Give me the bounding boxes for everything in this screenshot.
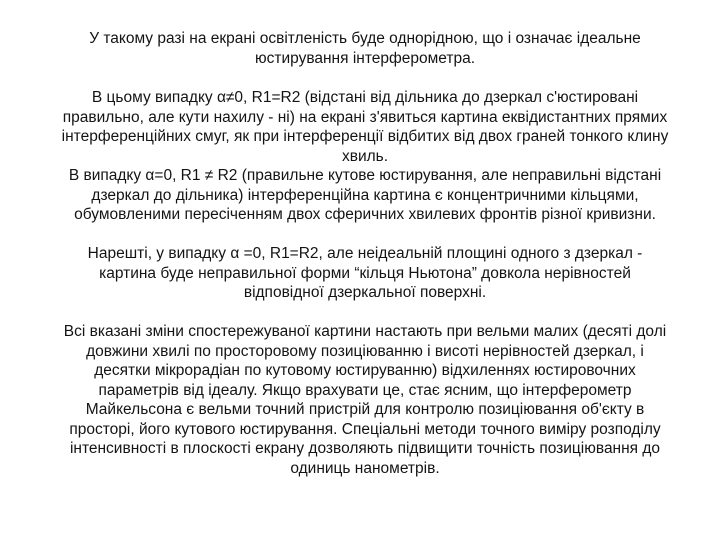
- text-line: довжини хвилі по просторовому позиціюванню і висоті нерівностей дзеркал, і: [86, 342, 644, 360]
- text-line: юстирування інтерферометра.: [254, 49, 476, 67]
- paragraph-interference-cases: [0, 88, 720, 225]
- text-line: десятки мікрорадіан по кутовому юстируванню) відхиленнях юстировочних: [94, 362, 636, 379]
- text-line: відповідної дзеркальної поверхні.: [243, 284, 487, 301]
- text-line: Нарешті, у випадку α =0, R1=R2, але неідеальній площині одного з дзеркал -: [87, 245, 643, 262]
- text-line: інтерференційних смуг, як при інтерференції відбитих від двох граней тонкого клину: [61, 128, 669, 145]
- text-line: В цьому випадку α≠0, R1=R2 (відстані від дільника до дзеркал с'юстировані: [91, 89, 639, 106]
- text-line: картина буде неправильної форми “кільця Ньютона” довкола нерівностей: [99, 264, 631, 282]
- text-line: просторі, його кутового юстирування. Спеціальні методи точного виміру розподілу: [69, 420, 661, 438]
- text-line: Майкельсона є вельми точний пристрій для контролю позиціювання об'єкту в: [85, 401, 645, 418]
- text-line: одиниць нанометрів.: [290, 459, 440, 477]
- text-line: дзеркал до дільника) інтерференційна картина є концентричними кільцями,: [91, 186, 639, 204]
- text-line: В випадку α=0, R1 ≠ R2 (правильне кутове юстирування, але неправильні відстані: [68, 167, 662, 184]
- text-line: хвиль.: [341, 147, 389, 165]
- text-line: інтенсивності в плоскості екрану дозволяють підвищити точність позиціювання до: [69, 440, 661, 457]
- text-line: параметрів від ідеалу. Якщо врахувати це, стає ясним, що інтерферометр: [98, 381, 632, 399]
- text-line: Всі вказані зміни спостережуваної картини настають при вельми малих (десяті долі: [63, 323, 667, 340]
- text-line: У такому разі на екрані освітленість буде однорідною, що і означає ідеальне: [89, 30, 641, 47]
- text-line: обумовленими пересіченням двох сферичних хвилевих фронтів різної кривизни.: [74, 206, 656, 223]
- text-line: правильно, але кути нахилу - ні) на екрані з'явиться картина еквідистантних прямих: [62, 108, 668, 126]
- paragraph-michelson-precision: [0, 322, 720, 478]
- paragraph-uniform-illumination: [0, 29, 720, 68]
- paragraph-newton-rings: [0, 244, 720, 303]
